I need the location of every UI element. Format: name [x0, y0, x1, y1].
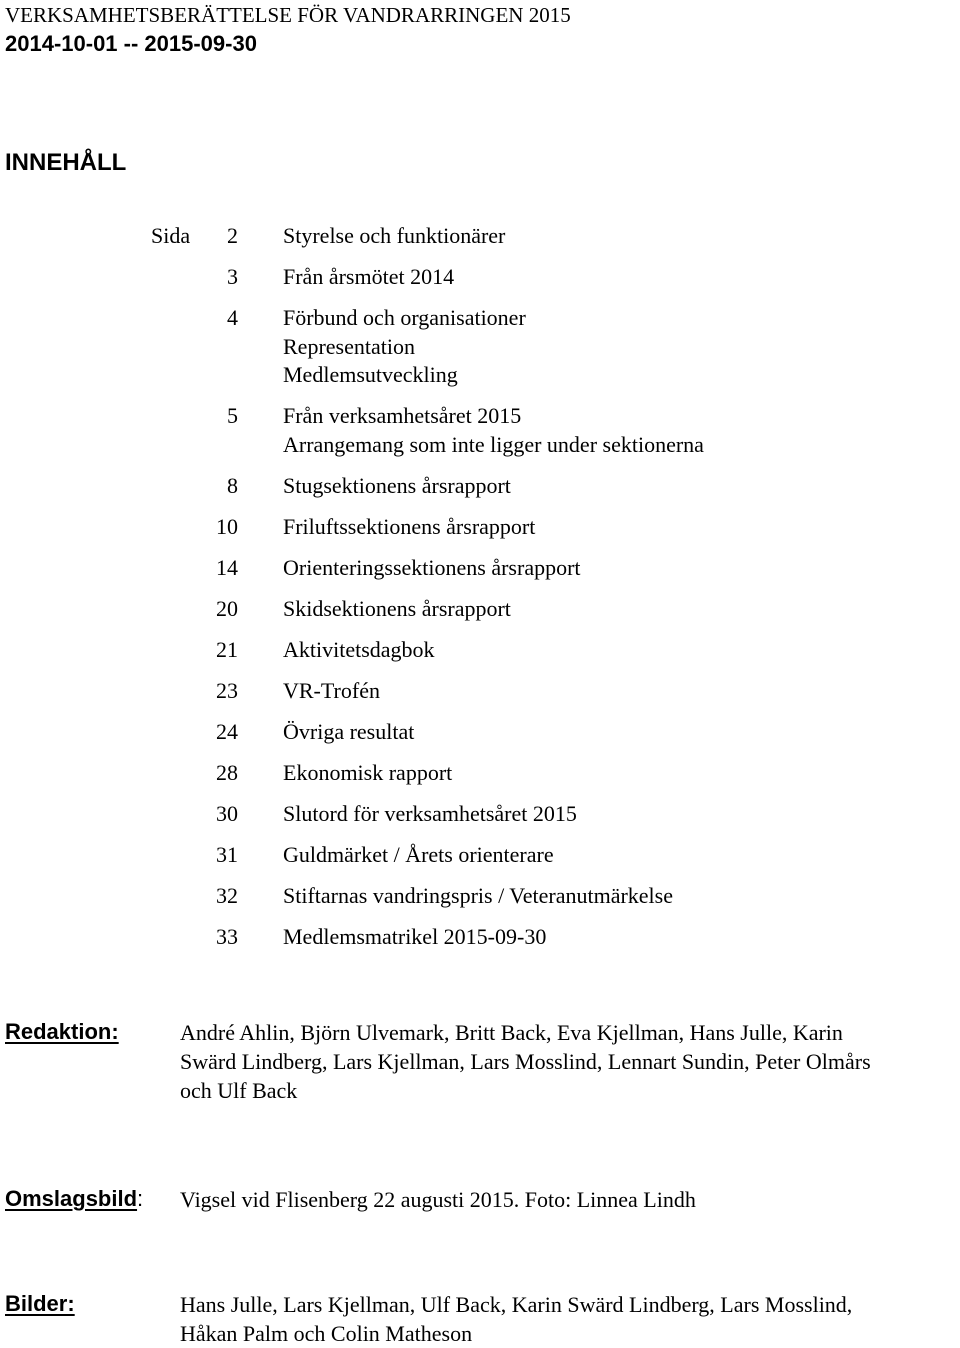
toc-page-number: 20 [216, 595, 238, 621]
toc-entry-title [283, 800, 577, 829]
toc-entry-line: Från verksamhetsåret 2015 [283, 403, 522, 428]
omslagsbild-colon: : [137, 1186, 144, 1211]
toc-page-number: 21 [216, 636, 238, 662]
toc-entry-title [283, 304, 526, 390]
toc-page-number: 3 [227, 264, 238, 289]
redaktion-line: och Ulf Back [180, 1078, 298, 1103]
redaktion-names [180, 1018, 871, 1105]
toc-page-number: 2 [227, 223, 238, 248]
toc-entry-line: Orienteringssektionens årsrapport [283, 554, 581, 580]
toc-entry-line: Stugsektionens årsrapport [283, 472, 511, 498]
toc-entry-title [283, 718, 414, 747]
toc-entry-line: Representation [283, 333, 415, 359]
toc-entry-title [283, 472, 511, 501]
toc-entry-title [283, 263, 454, 292]
toc-entry-title [283, 554, 581, 583]
toc-entry-title [283, 923, 546, 952]
toc-page-number: 30 [216, 800, 238, 826]
toc-entry-line: Ekonomisk rapport [283, 759, 453, 785]
bilder-names [180, 1290, 852, 1348]
toc-page-number: 4 [227, 305, 238, 330]
redaktion-line: Swärd Lindberg, Lars Kjellman, Lars Mosslind, Lennart Sundin, Peter Olmårs [180, 1049, 871, 1074]
toc-entry-line: Guldmärket / Årets orienterare [283, 841, 554, 867]
toc-entry-line: VR-Trofén [283, 677, 380, 703]
toc-entry-line: Arrangemang som inte ligger under sektionerna [283, 431, 704, 457]
toc-entry-line: Medlemsmatrikel 2015-09-30 [283, 923, 547, 949]
toc-page-number: 8 [227, 472, 238, 498]
omslagsbild-label-text: Omslagsbild [5, 1186, 138, 1211]
bilder-label-text: Bilder: [5, 1291, 75, 1316]
toc-entry-line: Stiftarnas vandringspris / Veteranutmärkelse [283, 882, 673, 908]
toc-page-prefix: Sida [151, 223, 191, 248]
toc-entry-title [283, 759, 452, 788]
toc-entry-title [283, 402, 704, 459]
toc-page-number: 14 [216, 554, 238, 580]
toc-entry-line: Från årsmötet 2014 [283, 264, 455, 289]
toc-heading: INNEHÅLL [5, 149, 127, 176]
toc-entry-line: Skidsektionens årsrapport [283, 595, 511, 621]
toc-page-number: 28 [216, 759, 238, 785]
toc-entry-line: Styrelse och funktionärer [283, 223, 506, 248]
toc-entry-line: Slutord för verksamhetsåret 2015 [283, 800, 577, 826]
toc-page-number: 10 [216, 513, 238, 539]
toc-page-number: 31 [216, 841, 238, 867]
toc-entry-title [283, 222, 505, 251]
bilder-line: Håkan Palm och Colin Matheson [180, 1321, 473, 1346]
redaktion-label-text: Redaktion: [5, 1019, 119, 1044]
toc-entry-line: Övriga resultat [283, 718, 415, 744]
toc-entry-line: Aktivitetsdagbok [283, 636, 435, 662]
redaktion-line: André Ahlin, Björn Ulvemark, Britt Back, Eva Kjellman, Hans Julle, Karin [180, 1020, 843, 1045]
toc-entry-title [283, 882, 673, 911]
toc-entry-title [283, 841, 554, 870]
omslagsbild-label [5, 1185, 143, 1213]
toc-page-number: 33 [216, 923, 238, 949]
document-title: VERKSAMHETSBERÄTTELSE FÖR VANDRARRINGEN 2015 [5, 3, 571, 27]
toc-page-number: 5 [227, 403, 238, 428]
bilder-line: Hans Julle, Lars Kjellman, Ulf Back, Karin Swärd Lindberg, Lars Mosslind, [180, 1292, 853, 1317]
bilder-label [5, 1290, 75, 1318]
toc-page-number: 24 [216, 718, 238, 744]
report-period: 2014-10-01 -- 2015-09-30 [5, 31, 257, 56]
toc-entry-title [283, 595, 511, 624]
redaktion-label [5, 1018, 119, 1046]
toc-page-number: 32 [216, 882, 238, 908]
toc-entry-line: Medlemsutveckling [283, 362, 458, 387]
toc-entry-title [283, 677, 380, 706]
toc-entry-title [283, 513, 535, 542]
omslagsbild-caption [180, 1185, 696, 1214]
toc-entry-line: Förbund och organisationer [283, 305, 526, 330]
toc-entry-line: Friluftssektionens årsrapport [283, 513, 536, 539]
toc-page-number: 23 [216, 677, 238, 703]
toc-entry-title [283, 636, 435, 665]
omslagsbild-text: Vigsel vid Flisenberg 22 augusti 2015. Foto: Linnea Lindh [180, 1187, 696, 1212]
